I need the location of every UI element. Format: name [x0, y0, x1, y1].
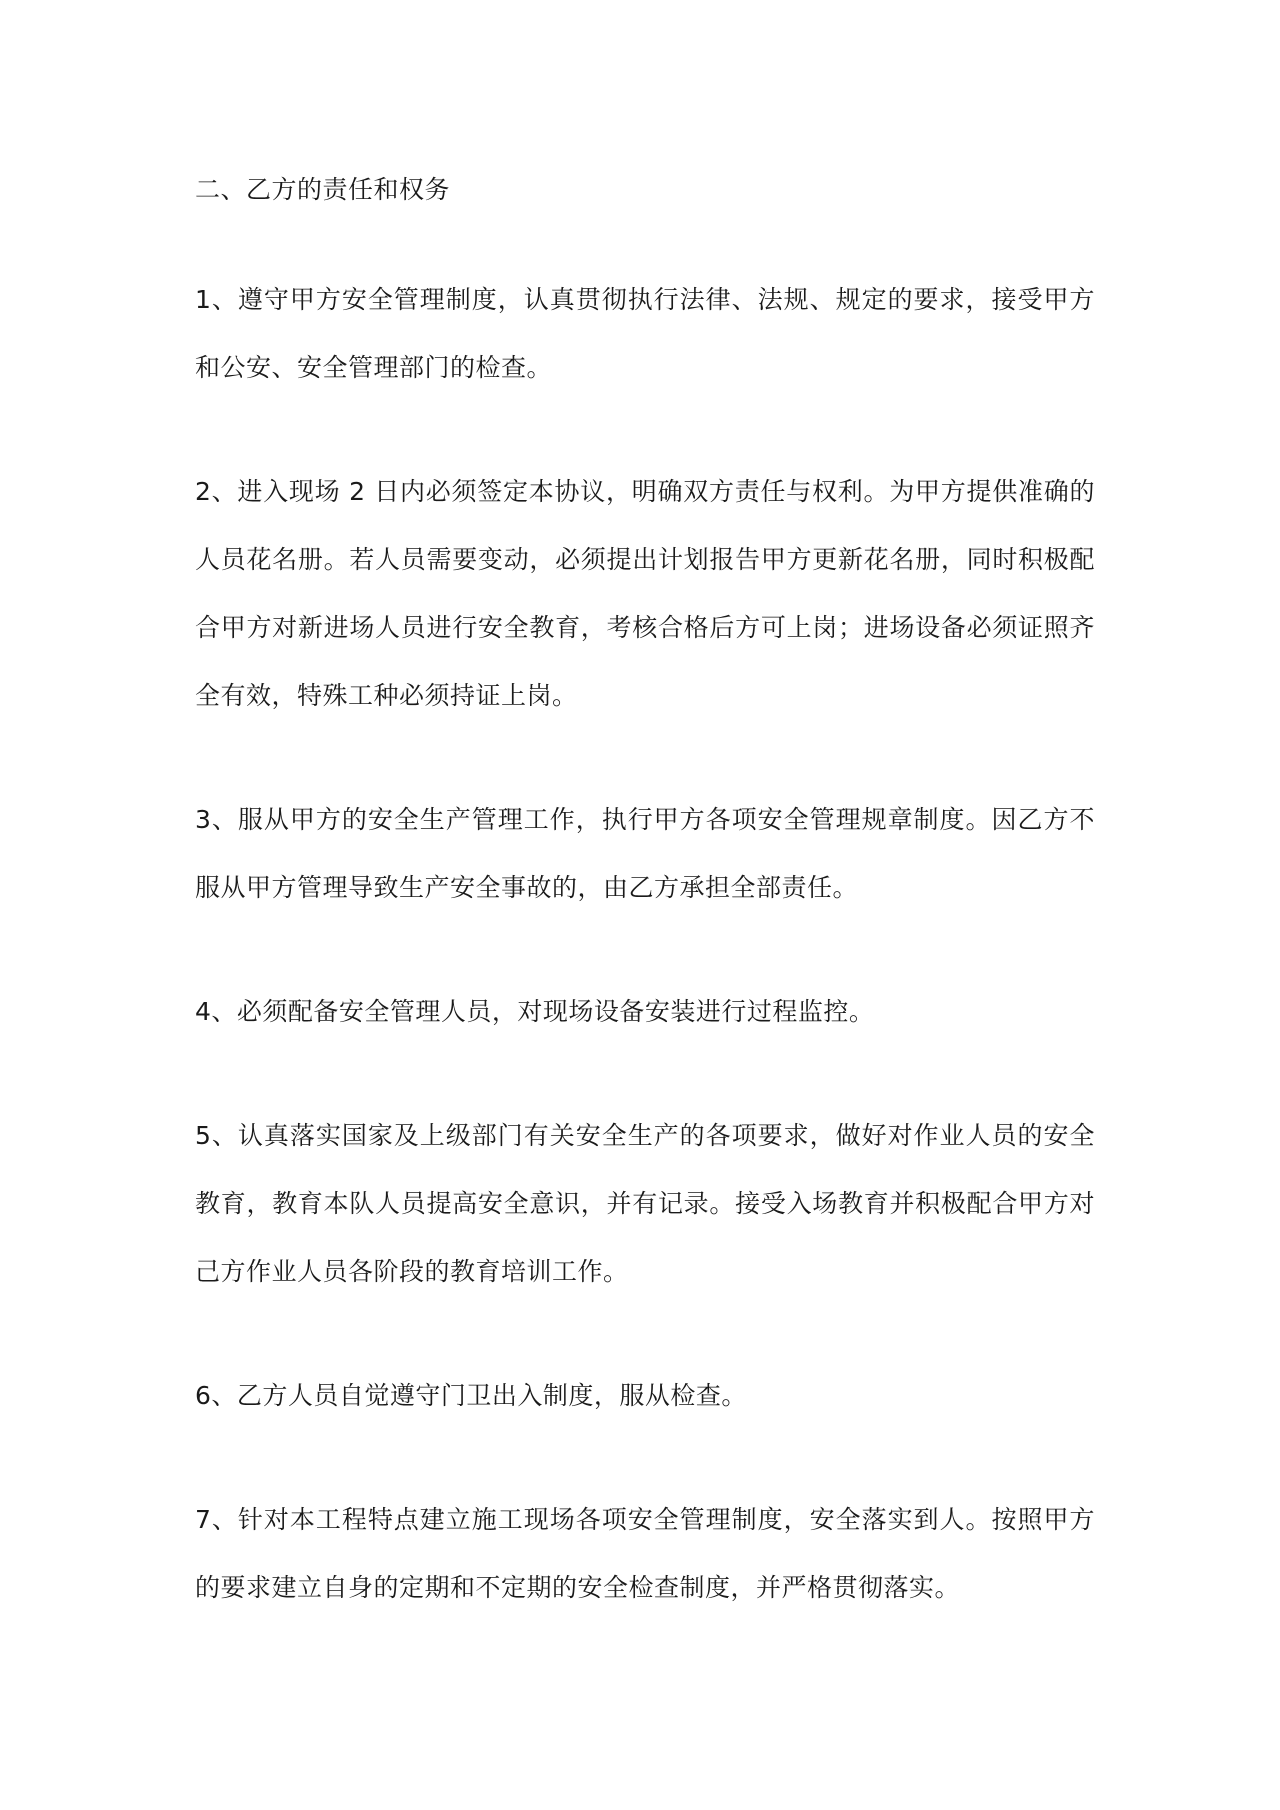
clause-3: 3、服从甲方的安全生产管理工作，执行甲方各项安全管理规章制度。因乙方不服从甲方管理导致生产安全事故的，由乙方承担全部责任。	[195, 805, 1095, 902]
clause-2: 2、进入现场 2 日内必须签定本协议，明确双方责任与权利。为甲方提供准确的人员花名册。若人员需要变动，必须提出计划报告甲方更新花名册，同时积极配合甲方对新进场人员进行安全教育，考核合格后方可上岗；进场设备必须证照齐全有效，特殊工种必须持证上岗。	[195, 477, 1095, 710]
clause-7: 7、针对本工程特点建立施工现场各项安全管理制度，安全落实到人。按照甲方的要求建立自身的定期和不定期的安全检查制度，并严格贯彻落实。	[195, 1505, 1095, 1602]
clause-4: 4、必须配备安全管理人员，对现场设备安装进行过程监控。	[195, 997, 875, 1026]
section-heading: 二、乙方的责任和权务	[195, 175, 451, 204]
clause-5: 5、认真落实国家及上级部门有关安全生产的各项要求，做好对作业人员的安全教育，教育本队人员提高安全意识，并有记录。接受入场教育并积极配合甲方对己方作业人员各阶段的教育培训工作。	[195, 1121, 1095, 1286]
clause-6: 6、乙方人员自觉遵守门卫出入制度，服从检查。	[195, 1381, 747, 1410]
clause-1: 1、遵守甲方安全管理制度，认真贯彻执行法律、法规、规定的要求，接受甲方和公安、安全管理部门的检查。	[195, 285, 1095, 382]
document-body	[195, 162, 1095, 1622]
